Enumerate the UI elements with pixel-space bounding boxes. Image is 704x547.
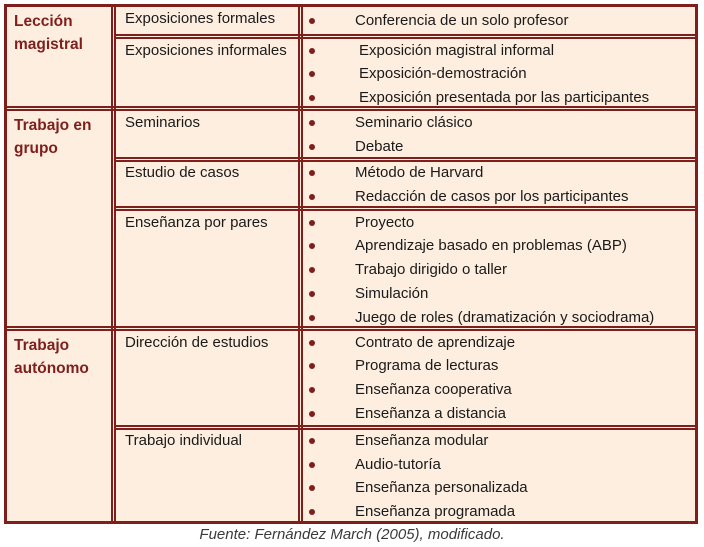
bullet-icon (309, 315, 315, 321)
bullet-icon (309, 291, 315, 297)
bullet-icon (309, 48, 315, 54)
category-trabajo-en-grupo: Trabajo en grupo (14, 117, 92, 157)
subcategory-direccion-de-estudios: Dirección de estudios (125, 334, 269, 351)
row-divider (114, 34, 695, 36)
bullet-icon (309, 18, 315, 24)
bullet-icon (309, 220, 315, 226)
bullet-icon (309, 387, 315, 393)
bullet-icon (309, 71, 315, 77)
subcategory-exposiciones-formales: Exposiciones formales (125, 10, 276, 27)
bullet-icon (309, 363, 315, 369)
column-divider (111, 7, 113, 521)
subcategory-estudio-de-casos: Estudio de casos (125, 164, 240, 181)
category-leccion-magistral: Lección magistral (14, 13, 83, 53)
category-trabajo-autonomo: Trabajo autónomo (14, 337, 89, 377)
bullet-icon (309, 243, 315, 249)
bullet-icon (309, 95, 315, 101)
table-caption: Fuente: Fernández March (2005), modificado. (199, 526, 505, 543)
column-divider (301, 7, 303, 521)
bullet-icon (309, 509, 315, 515)
subcategory-trabajo-individual: Trabajo individual (125, 432, 243, 449)
bullet-icon (309, 144, 315, 150)
subcategory-exposiciones-informales: Exposiciones informales (125, 42, 287, 59)
bullet-icon (309, 485, 315, 491)
bullet-icon (309, 462, 315, 468)
bullet-icon (309, 120, 315, 126)
bullet-icon (309, 411, 315, 417)
bullet-icon (309, 438, 315, 444)
bullet-icon (309, 194, 315, 200)
bullet-icon (309, 267, 315, 273)
classification-table: Lección magistral Exposiciones formales Conferencia de un solo profesor Exposiciones informales Exposición magistral informal Exposición-demostración Exposición presentada por las participantes Trabajo en grupo Seminarios Seminario clásico Debate Estudio de casos Método de Harvard Redacción de casos por los participantes Enseñanza por pares Proyecto Aprendizaje basado en problemas (ABP) Trabajo dirigido o taller Simulación Juego de roles (dramatización y sociodrama) Trabajo autónomo Dirección de estudios Contrato de aprendizaje Programa de lecturas Enseñanza cooperativa Enseñanza a distancia Trabajo individual Enseñanza modular Audio-tutoría Enseñanza personalizada Enseñanza programada (4, 4, 698, 524)
bullet-icon (309, 340, 315, 346)
subcategory-ensenanza-por-pares: Enseñanza por pares (125, 214, 268, 231)
bullet-icon (309, 170, 315, 176)
subcategory-seminarios: Seminarios (125, 114, 201, 131)
row-divider (114, 157, 695, 159)
